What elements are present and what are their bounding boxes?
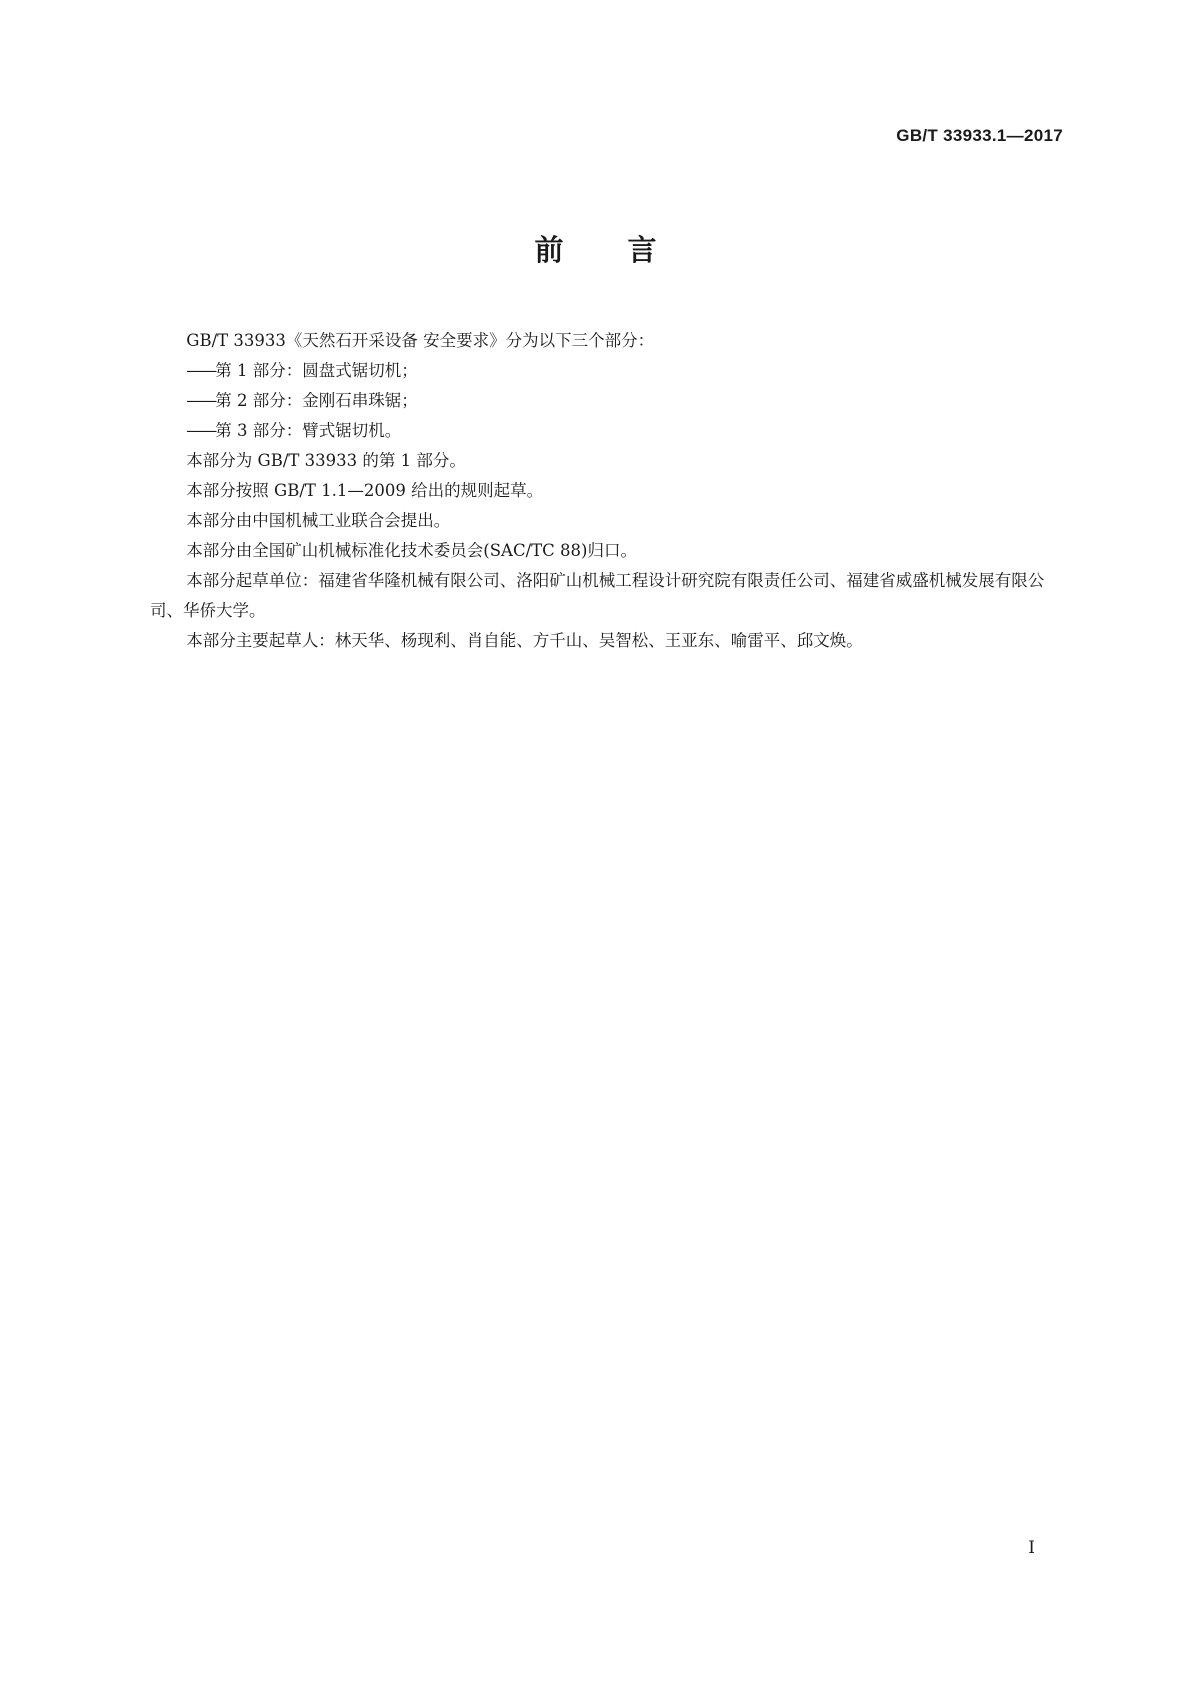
- standard-code: GB/T 33933.1—2017: [896, 126, 1063, 145]
- document-body: [150, 326, 1068, 656]
- list-dash: ——: [186, 391, 216, 410]
- intro-paragraph: GB/T 33933《天然石开采设备 安全要求》分为以下三个部分：: [186, 331, 655, 350]
- page-number: I: [1028, 1538, 1035, 1558]
- paragraph-drafting-units: 本部分起草单位：福建省华隆机械有限公司、洛阳矿山机械工程设计研究院有限责任公司、福建省威盛机械发展有限公司、华侨大学。: [150, 571, 1045, 620]
- list-item: [150, 356, 1068, 386]
- list-item-text: 第 2 部分：金刚石串珠锯；: [215, 391, 418, 410]
- page-title: 前言: [534, 233, 721, 267]
- paragraph-part-statement: 本部分为 GB/T 33933 的第 1 部分。: [186, 451, 466, 470]
- paragraph-drafting-rules: 本部分按照 GB/T 1.1—2009 给出的规则起草。: [186, 481, 544, 500]
- paragraph-drafters: 本部分主要起草人：林天华、杨现利、肖自能、方千山、吴智松、王亚东、喻雷平、邱文焕。: [186, 631, 863, 650]
- list-item: [150, 416, 1068, 446]
- list-item: [150, 386, 1068, 416]
- list-item-text: 第 1 部分：圆盘式锯切机；: [215, 361, 418, 380]
- list-item-text: 第 3 部分：臂式锯切机。: [215, 421, 402, 440]
- list-dash: ——: [186, 361, 216, 380]
- list-dash: ——: [186, 421, 216, 440]
- paragraph-proposer: 本部分由中国机械工业联合会提出。: [186, 511, 451, 530]
- paragraph-technical-committee: 本部分由全国矿山机械标准化技术委员会(SAC/TC 88)归口。: [186, 541, 637, 560]
